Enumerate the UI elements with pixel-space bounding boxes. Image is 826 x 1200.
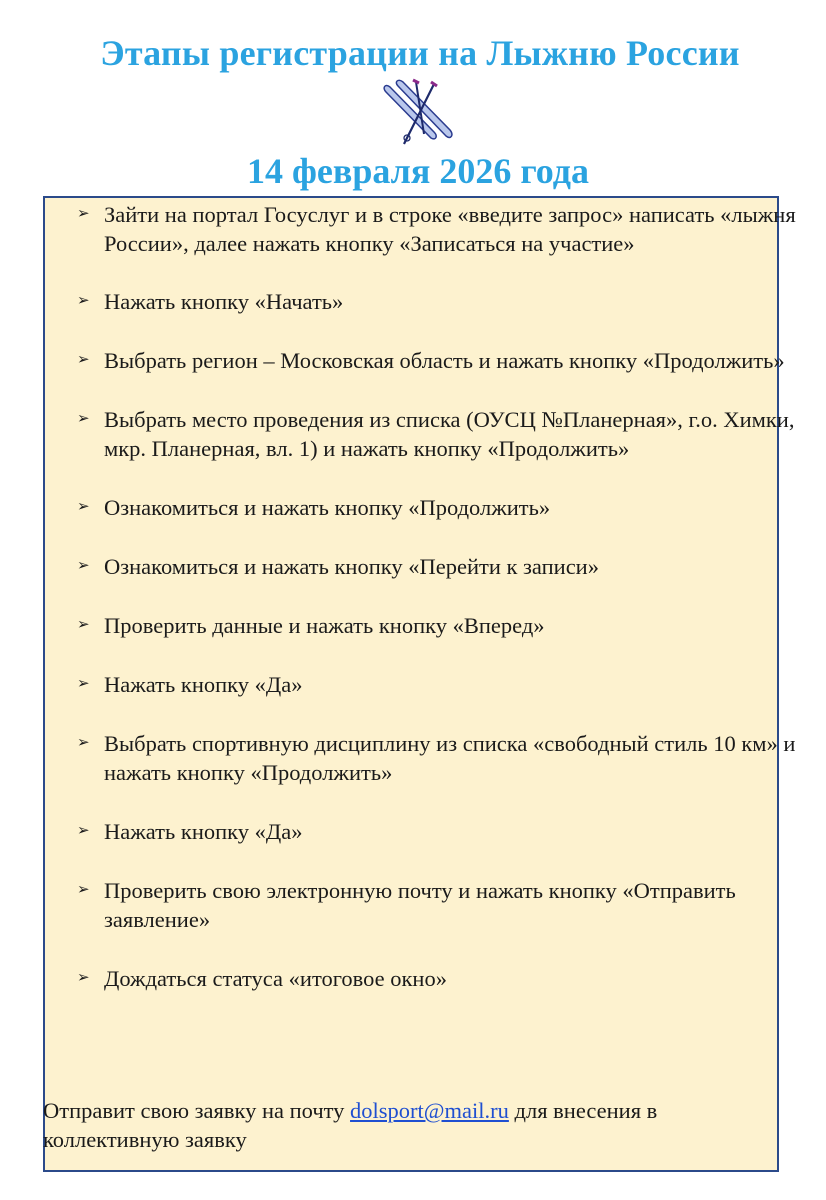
page-title: Этапы регистрации на Лыжню России [100,33,740,73]
step-item [77,876,797,934]
step-item [77,200,797,258]
steps-list [77,200,797,993]
step-text: Выбрать спортивную дисциплину из списка «свободный стиль 10 км» и нажать кнопку «Продолжить» [104,731,796,785]
step-text: Ознакомиться и нажать кнопку «Перейти к записи» [104,554,599,579]
arrow-bullet-icon: ➢ [77,352,90,368]
arrow-bullet-icon: ➢ [77,558,90,574]
step-item [77,964,797,993]
arrow-bullet-icon: ➢ [77,735,90,751]
step-item [77,670,797,699]
arrow-bullet-icon: ➢ [77,676,90,692]
step-text: Ознакомиться и нажать кнопку «Продолжить» [104,495,551,520]
step-text: Нажать кнопку «Да» [104,819,303,844]
step-text: Зайти на портал Госуслуг и в строке «введите запрос» написать «лыжня России», далее нажать кнопку «Записаться на участие» [104,202,796,256]
arrow-bullet-icon: ➢ [77,882,90,898]
step-text: Нажать кнопку «Начать» [104,289,344,314]
step-item [77,405,797,463]
step-item [77,287,797,316]
arrow-bullet-icon: ➢ [77,293,90,309]
arrow-bullet-icon: ➢ [77,617,90,633]
step-text: Проверить свою электронную почту и нажать кнопку «Отправить заявление» [104,878,736,932]
email-link[interactable]: dolsport@mail.ru [350,1098,509,1123]
instructions-box [43,196,796,1172]
step-item [77,493,797,522]
step-text: Дождаться статуса «итоговое окно» [104,966,447,991]
step-item [77,729,797,787]
arrow-bullet-icon: ➢ [77,206,90,222]
event-date: 14 февраля 2026 года [247,151,589,191]
step-item [77,817,797,846]
arrow-bullet-icon: ➢ [77,970,90,986]
step-item [77,552,797,581]
step-text: Нажать кнопку «Да» [104,672,303,697]
step-item [77,611,797,640]
arrow-bullet-icon: ➢ [77,499,90,515]
footer-text-before: Отправит свою заявку на почту [43,1098,351,1123]
footer-text-after: для внесения в коллективную заявку [43,1098,658,1152]
skis-icon [380,78,458,148]
step-text: Проверить данные и нажать кнопку «Вперед» [104,613,545,638]
arrow-bullet-icon: ➢ [77,823,90,839]
footer-note [43,1096,783,1154]
step-text: Выбрать место проведения из списка (ОУСЦ №Планерная», г.о. Химки, мкр. Планерная, вл. 1) и нажать кнопку «Продолжить» [104,407,795,461]
arrow-bullet-icon: ➢ [77,411,90,427]
step-item [77,346,797,375]
step-text: Выбрать регион – Московская область и нажать кнопку «Продолжить» [104,348,785,373]
